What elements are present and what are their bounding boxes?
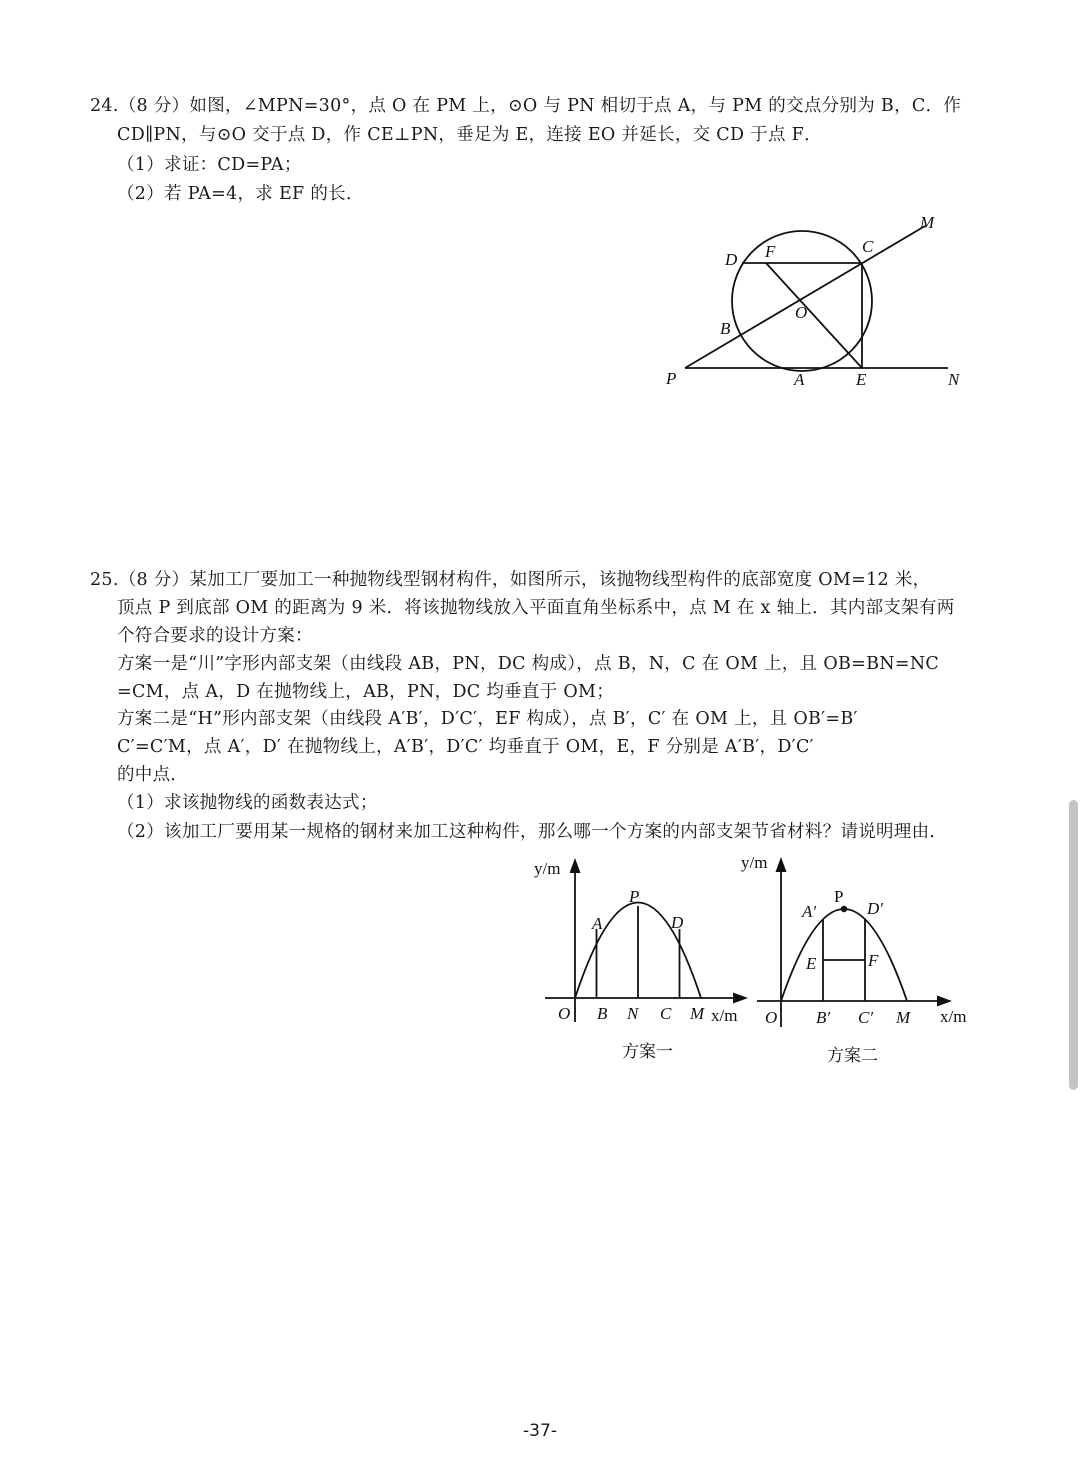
- label-f: F: [765, 242, 776, 261]
- label-d: D: [671, 913, 684, 932]
- label-x: x/m: [940, 1007, 967, 1026]
- label-m: M: [690, 1004, 705, 1023]
- q24-part-2: （2）若 PA=4，求 EF 的长．: [117, 184, 364, 204]
- label-a: A: [592, 914, 603, 933]
- q25-figure-plan-2: [740, 845, 980, 1070]
- label-e: E: [856, 370, 867, 389]
- label-p: P: [834, 887, 844, 906]
- line-pm: [685, 226, 925, 368]
- label-o: O: [765, 1008, 778, 1027]
- label-b: B: [597, 1004, 608, 1023]
- circle-o: [732, 231, 872, 371]
- q25-line-6: 方案二是“H”形内部支架（由线段 A′B′，D′C′，EF 构成），点 B′，C′ 在 OM 上，且 OB′=B′: [117, 709, 858, 729]
- q25-line-1: 25.（8 分）某加工厂要加工一种抛物线型钢材构件，如图所示，该抛物线型构件的底部宽度 OM=12 米，: [90, 570, 931, 590]
- label-n: N: [627, 1004, 639, 1023]
- q25-line-4: 方案一是“川”字形内部支架（由线段 AB，PN，DC 构成），点 B，N，C 在 OM 上，且 OB=BN=NC: [117, 654, 940, 674]
- q24-part-1: （1）求证：CD=PA；: [117, 155, 302, 175]
- label-c: C: [660, 1004, 672, 1023]
- label-m: M: [920, 213, 935, 232]
- label-a: A: [794, 370, 805, 389]
- q24-line-2: CD∥PN，与⊙O 交于点 D，作 CE⊥PN，垂足为 E，连接 EO 并延长，交 CD 于点 F．: [117, 125, 822, 145]
- y-axis-arrow: [570, 858, 581, 873]
- label-d: D: [725, 250, 738, 269]
- y-axis-arrow: [776, 857, 787, 872]
- q25-line-2: 顶点 P 到底部 OM 的距离为 9 米．将该抛物线放入平面直角坐标系中，点 M 在 x 轴上．其内部支架有两: [117, 598, 955, 618]
- label-y: y/m: [534, 859, 561, 878]
- label-p: P: [666, 369, 677, 388]
- label-b: B: [720, 319, 731, 338]
- scrollbar-thumb[interactable]: [1069, 800, 1078, 1090]
- label-a: A′: [802, 902, 817, 921]
- label-o: O: [795, 303, 808, 322]
- q25-part-2: （2）该加工厂要用某一规格的钢材来加工这种构件，那么哪一个方案的内部支架节省材料？请说明理由．: [117, 822, 948, 842]
- vertex-point: [841, 906, 847, 912]
- q25-line-5: =CM，点 A，D 在抛物线上，AB，PN，DC 均垂直于 OM；: [117, 682, 615, 702]
- label-c: C: [862, 237, 874, 256]
- page-number: -37-: [523, 1421, 557, 1441]
- caption-plan-2: 方案二: [827, 1046, 878, 1066]
- label-y: y/m: [741, 853, 768, 872]
- q25-line-3: 个符合要求的设计方案：: [117, 626, 313, 646]
- label-e: E: [806, 954, 817, 973]
- q25-line-7: C′=C′M，点 A′，D′ 在抛物线上，A′B′，D′C′ 均垂直于 OM，E，F 分别是 A′B′，D′C′: [117, 737, 814, 757]
- label-m: M: [896, 1008, 911, 1027]
- label-x: x/m: [711, 1006, 738, 1025]
- caption-plan-1: 方案一: [622, 1042, 673, 1062]
- label-d: D′: [867, 899, 883, 918]
- segment-ef: [766, 263, 862, 368]
- q24-geometry-figure: [650, 200, 990, 400]
- q25-figure-plan-1: [520, 850, 750, 1070]
- q25-line-8: 的中点．: [117, 765, 189, 785]
- label-b: B′: [816, 1008, 831, 1027]
- label-p: P: [629, 887, 640, 906]
- label-n: N: [948, 370, 960, 389]
- label-c: C′: [858, 1008, 874, 1027]
- parabola: [781, 909, 907, 1001]
- q24-line-1: 24.（8 分）如图，∠MPN=30°，点 O 在 PM 上，⊙O 与 PN 相切于点 A，与 PM 的交点分别为 B，C．作: [90, 96, 962, 116]
- q25-part-1: （1）求该抛物线的函数表达式；: [117, 793, 378, 813]
- x-axis-arrow: [937, 996, 952, 1007]
- label-o: O: [558, 1004, 571, 1023]
- label-f: F: [868, 951, 879, 970]
